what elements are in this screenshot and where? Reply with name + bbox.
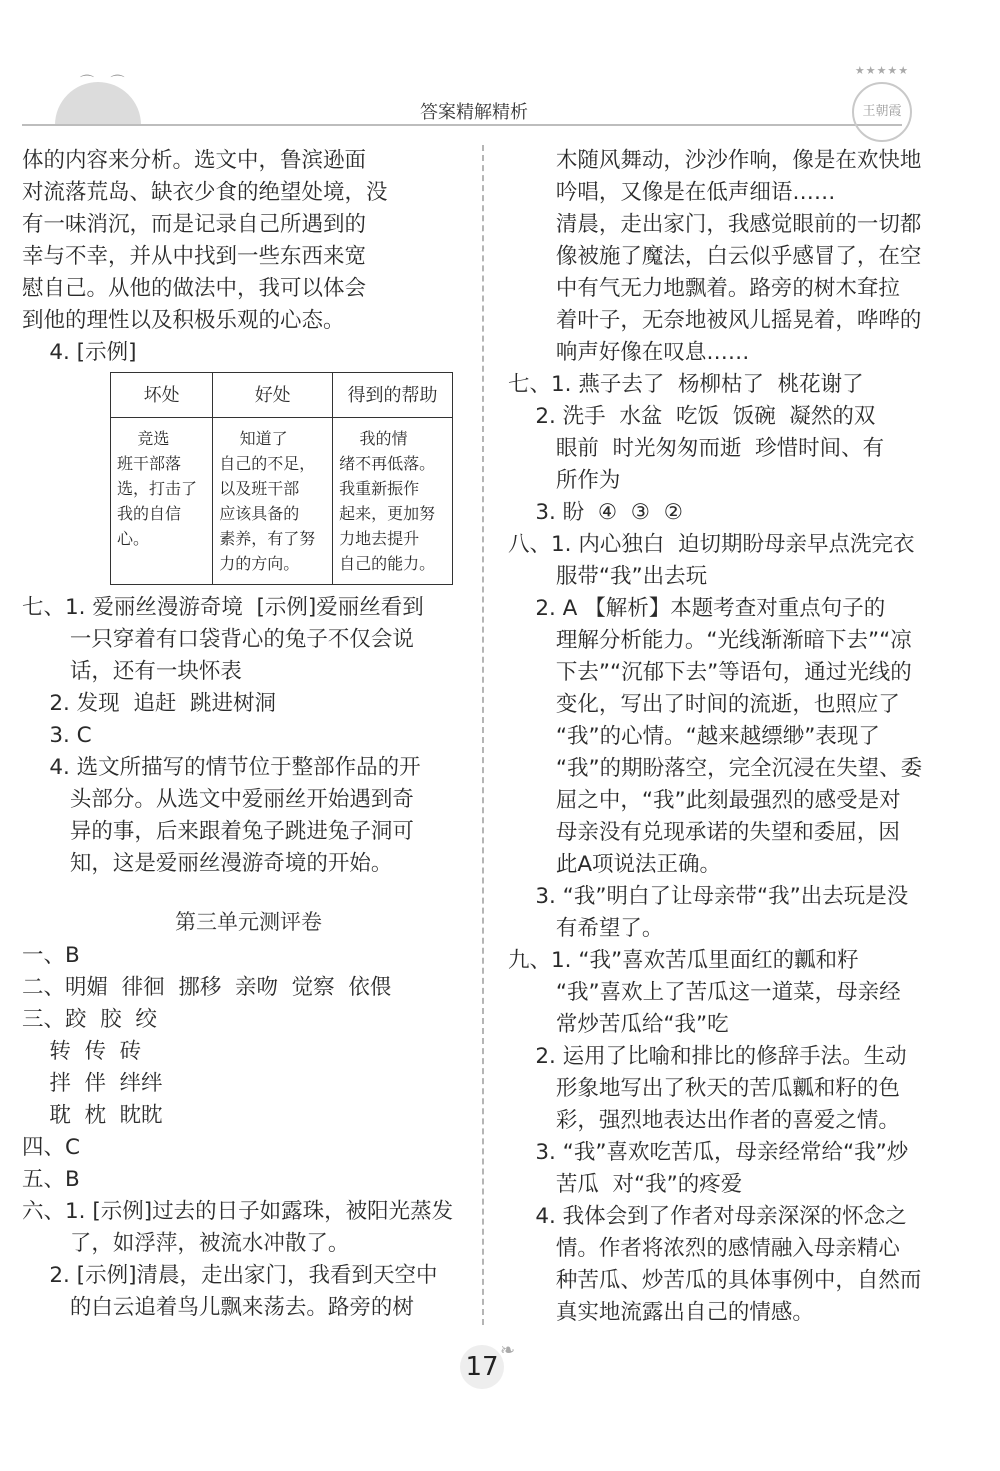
text-line: 幸与不幸，并从中找到一些东西来宽 xyxy=(22,244,367,269)
text-line: 形象地写出了秋天的苦瓜瓤和籽的色 xyxy=(508,1076,900,1101)
text-line: 异的事，后来跟着兔子跳进兔子洞可 xyxy=(22,819,414,844)
text-line: 有一味消沉，而是记录自己所遇到的 xyxy=(22,212,367,237)
section-title: 第三单元测评卷 xyxy=(175,910,322,934)
text-line: 七、1. 燕子去了 杨柳枯了 桃花谢了 xyxy=(508,372,864,397)
table-cell: 知道了 自己的不足， 以及班干部 应该具备的 素养，有了努 力的方向。 xyxy=(213,418,333,585)
right-column xyxy=(508,145,978,1329)
text-line: 4. [示例] xyxy=(22,340,137,365)
text-line: 到他的理性以及积极乐观的心态。 xyxy=(22,308,345,333)
text-line: 4. 选文所描写的情节位于整部作品的开 xyxy=(22,755,421,780)
text-line: 3. 盼 ④ ③ ② xyxy=(508,500,684,525)
page-number: 17 xyxy=(460,1345,504,1389)
text-line: 变化，写出了时间的流逝，也照应了 xyxy=(508,692,900,717)
text-line: “我”喜欢上了苦瓜这一道菜，母亲经 xyxy=(508,980,901,1005)
text-line: 中有气无力地飘着。路旁的树木耷拉 xyxy=(508,276,900,301)
example-table xyxy=(110,372,453,585)
birds-icon: ⌒ ⌒ xyxy=(80,75,131,91)
text-line: 体的内容来分析。选文中，鲁滨逊面 xyxy=(22,148,367,173)
text-line: 理解分析能力。“光线渐渐暗下去”“凉 xyxy=(508,628,912,653)
text-line: 九、1. “我”喜欢苦瓜里面红的瓤和籽 xyxy=(508,948,859,973)
text-line: 话，还有一块怀表 xyxy=(22,659,242,684)
text-line: 有希望了。 xyxy=(508,916,664,941)
text-line: 2. 运用了比喻和排比的修辞手法。生动 xyxy=(508,1044,907,1069)
text-line: 六、1. [示例]过去的日子如露珠，被阳光蒸发 xyxy=(22,1199,454,1224)
text-line: 四、C xyxy=(22,1135,81,1160)
text-line: 情。作者将浓烈的感情融入母亲精心 xyxy=(508,1236,900,1261)
text-line: 所作为 xyxy=(508,468,621,493)
text-line: 响声好像在叹息…… xyxy=(508,340,750,365)
text-line: 吟唱，又像是在低声细语…… xyxy=(508,180,836,205)
text-line: 母亲没有兑现承诺的失望和委屈，因 xyxy=(508,820,900,845)
header-rule xyxy=(22,124,902,126)
text-line: 转 传 砖 xyxy=(22,1039,142,1064)
table-header: 好处 xyxy=(213,373,333,418)
text-line: 2. 发现 追赶 跳进树洞 xyxy=(22,691,277,716)
text-line: 4. 我体会到了作者对母亲深深的怀念之 xyxy=(508,1204,907,1229)
text-line: 三、跤 胶 绞 xyxy=(22,1007,157,1032)
text-line: 屈之中，“我”此刻最强烈的感受是对 xyxy=(508,788,901,813)
text-line: 清晨，走出家门，我感觉眼前的一切都 xyxy=(508,212,922,237)
left-column-top xyxy=(22,145,472,369)
text-line: 知，这是爱丽丝漫游奇境的开始。 xyxy=(22,851,393,876)
text-line: “我”的期盼落空，完全沉浸在失望、委 xyxy=(508,756,923,781)
leaf-decoration-icon: ❧ xyxy=(500,1340,516,1361)
text-line: 耽 枕 眈眈 xyxy=(22,1103,163,1128)
text-line: 种苦瓜、炒苦瓜的具体事例中，自然而 xyxy=(508,1268,922,1293)
text-line: 的白云追着鸟儿飘来荡去。路旁的树 xyxy=(22,1295,414,1320)
table-cell: 竞选 班干部落 选，打击了 我的自信 心。 xyxy=(111,418,213,585)
brand-seal-logo: 王朝霞 xyxy=(852,82,912,142)
text-line: 了，如浮萍，被流水冲散了。 xyxy=(22,1231,350,1256)
text-line: 下去”“沉郁下去”等语句，通过光线的 xyxy=(508,660,912,685)
text-line: 头部分。从选文中爱丽丝开始遇到奇 xyxy=(22,787,414,812)
text-line: 3. “我”明白了让母亲带“我”出去玩是没 xyxy=(508,884,909,909)
text-line: 3. C xyxy=(22,723,92,748)
text-line: 着叶子，无奈地被风儿摇晃着，哗哗的 xyxy=(508,308,922,333)
text-line: 像被施了魔法，白云似乎感冒了，在空 xyxy=(508,244,922,269)
text-line: 七、1. 爱丽丝漫游奇境 [示例]爱丽丝看到 xyxy=(22,595,424,620)
text-line: 拌 伴 绊绊 xyxy=(22,1071,163,1096)
text-line: 2. A 【解析】本题考查对重点句子的 xyxy=(508,596,886,621)
text-line: 木随风舞动，沙沙作响，像是在欢快地 xyxy=(508,148,922,173)
text-line: 真实地流露出自己的情感。 xyxy=(508,1300,814,1325)
text-line: 一只穿着有口袋背心的兔子不仅会说 xyxy=(22,627,414,652)
table-header: 坏处 xyxy=(111,373,213,418)
header-title: 答案精解精析 xyxy=(420,102,528,123)
page-header xyxy=(0,0,1000,140)
text-line: 2. 洗手 水盆 吃饭 饭碗 凝然的双 xyxy=(508,404,876,429)
table-cell: 我的情 绪不再低落。 我重新振作 起来，更加努 力地去提升 自己的能力。 xyxy=(333,418,453,585)
text-line: 二、明媚 徘徊 挪移 亲吻 觉察 依偎 xyxy=(22,975,392,1000)
text-line: 此A项说法正确。 xyxy=(508,852,722,877)
left-column-bottom xyxy=(22,940,472,1324)
stars-icon: ★★★★★ xyxy=(854,64,910,77)
text-line: 彩，强烈地表达出作者的喜爱之情。 xyxy=(508,1108,900,1133)
text-line: 慰自己。从他的做法中，我可以体会 xyxy=(22,276,367,301)
text-line: 一、B xyxy=(22,943,80,968)
text-line: 眼前 时光匆匆而逝 珍惜时间、有 xyxy=(508,436,885,461)
text-line: 2. [示例]清晨，走出家门，我看到天空中 xyxy=(22,1263,438,1288)
text-line: 苦瓜 对“我”的疼爱 xyxy=(508,1172,743,1197)
text-line: 常炒苦瓜给“我”吃 xyxy=(508,1012,729,1037)
text-line: 服带“我”出去玩 xyxy=(508,564,708,589)
text-line: 五、B xyxy=(22,1167,80,1192)
left-column-mid xyxy=(22,592,472,880)
text-line: 3. “我”喜欢吃苦瓜，母亲经常给“我”炒 xyxy=(508,1140,909,1165)
text-line: “我”的心情。“越来越缥缈”表现了 xyxy=(508,724,880,749)
table-header: 得到的帮助 xyxy=(333,373,453,418)
text-line: 八、1. 内心独白 迫切期盼母亲早点洗完衣 xyxy=(508,532,915,557)
column-divider xyxy=(482,145,484,1325)
text-line: 对流落荒岛、缺衣少食的绝望处境，没 xyxy=(22,180,388,205)
